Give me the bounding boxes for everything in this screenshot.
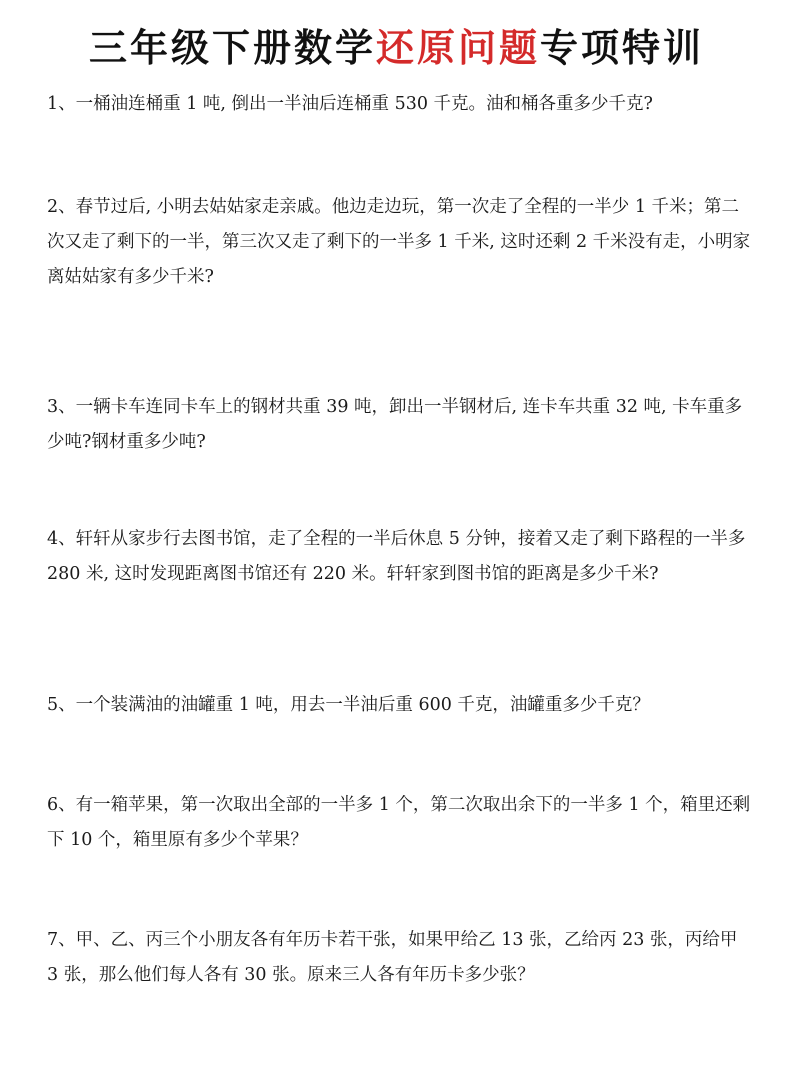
- question-6: 6、有一箱苹果，第一次取出全部的一半多 1 个，第二次取出余下的一半多 1 个，箱里还剩下 10 个，箱里原有多少个苹果？: [47, 795, 751, 850]
- question-1: 1、一桶油连桶重 1 吨, 倒出一半油后连桶重 530 千克。油和桶各重多少千克?: [47, 94, 653, 114]
- question-7: 7、甲、乙、丙三个小朋友各有年历卡若干张，如果甲给乙 13 张，乙给丙 23 张，丙给甲 3 张，那么他们每人各有 30 张。原来三人各有年历卡多少张？: [47, 930, 738, 985]
- question-3: 3、一辆卡车连同卡车上的钢材共重 39 吨，卸出一半钢材后, 连卡车共重 32 吨, 卡车重多少吨?钢材重多少吨?: [47, 397, 743, 452]
- title-part-grade: 三年级下册数学: [88, 26, 376, 70]
- title-part-topic: 还原问题: [375, 26, 540, 70]
- title-part-training: 专项特训: [540, 26, 705, 70]
- question-5: 5、一个装满油的油罐重 1 吨，用去一半油后重 600 千克，油罐重多少千克？: [47, 695, 650, 715]
- worksheet-title: [0, 22, 793, 74]
- question-2: 2、春节过后, 小明去姑姑家走亲戚。他边走边玩，第一次走了全程的一半少 1 千米；第二次又走了剩下的一半，第三次又走了剩下的一半多 1 千米, 这时还剩 2 千米没有走，小明家离姑姑家有多少千米?: [47, 197, 751, 287]
- question-4: 4、轩轩从家步行去图书馆，走了全程的一半后休息 5 分钟，接着又走了剩下路程的一半多 280 米, 这时发现距离图书馆还有 220 米。轩轩家到图书馆的距离是多少千米?: [47, 529, 746, 584]
